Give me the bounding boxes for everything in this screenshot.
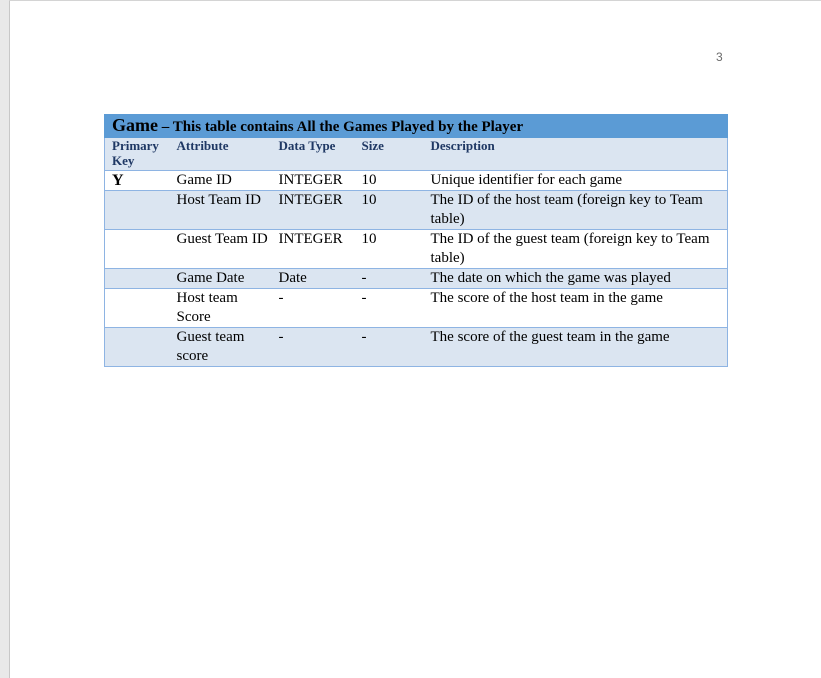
cell-attribute: Game ID	[170, 171, 272, 191]
cell-data-type: -	[272, 328, 355, 367]
cell-description: The date on which the game was played	[424, 269, 728, 289]
table-row	[105, 269, 728, 289]
page-top-edge	[9, 0, 821, 1]
cell-primary-key	[105, 191, 170, 230]
left-margin-gutter	[0, 0, 10, 678]
cell-attribute: Guest Team ID	[170, 230, 272, 269]
cell-primary-key: Y	[105, 171, 170, 191]
cell-data-type: INTEGER	[272, 191, 355, 230]
cell-description: Unique identifier for each game	[424, 171, 728, 191]
header-primary-key: Primary Key	[105, 138, 170, 171]
cell-attribute: Guest team score	[170, 328, 272, 367]
cell-attribute: Host Team ID	[170, 191, 272, 230]
header-description: Description	[424, 138, 728, 171]
game-table	[104, 114, 728, 367]
cell-attribute: Host team Score	[170, 289, 272, 328]
cell-size: 10	[355, 191, 424, 230]
cell-data-type: INTEGER	[272, 230, 355, 269]
table-title	[105, 115, 728, 138]
cell-primary-key	[105, 328, 170, 367]
cell-primary-key	[105, 289, 170, 328]
cell-data-type: -	[272, 289, 355, 328]
cell-description: The ID of the host team (foreign key to Team table)	[424, 191, 728, 230]
cell-description: The score of the host team in the game	[424, 289, 728, 328]
cell-size: -	[355, 289, 424, 328]
cell-data-type: Date	[272, 269, 355, 289]
header-size: Size	[355, 138, 424, 171]
table-row	[105, 230, 728, 269]
cell-description: The ID of the guest team (foreign key to Team table)	[424, 230, 728, 269]
table-row	[105, 171, 728, 191]
header-data-type: Data Type	[272, 138, 355, 171]
cell-size: -	[355, 328, 424, 367]
cell-primary-key	[105, 269, 170, 289]
table-header-row	[105, 138, 728, 171]
table-title-main: Game	[112, 115, 158, 135]
cell-size: 10	[355, 230, 424, 269]
table-row	[105, 289, 728, 328]
cell-primary-key	[105, 230, 170, 269]
page-number: 3	[716, 50, 723, 64]
cell-size: -	[355, 269, 424, 289]
cell-size: 10	[355, 171, 424, 191]
table-row	[105, 328, 728, 367]
table-title-caption: – This table contains All the Games Played by the Player	[157, 119, 524, 135]
header-attribute: Attribute	[170, 138, 272, 171]
table-row	[105, 191, 728, 230]
cell-attribute: Game Date	[170, 269, 272, 289]
cell-description: The score of the guest team in the game	[424, 328, 728, 367]
cell-data-type: INTEGER	[272, 171, 355, 191]
